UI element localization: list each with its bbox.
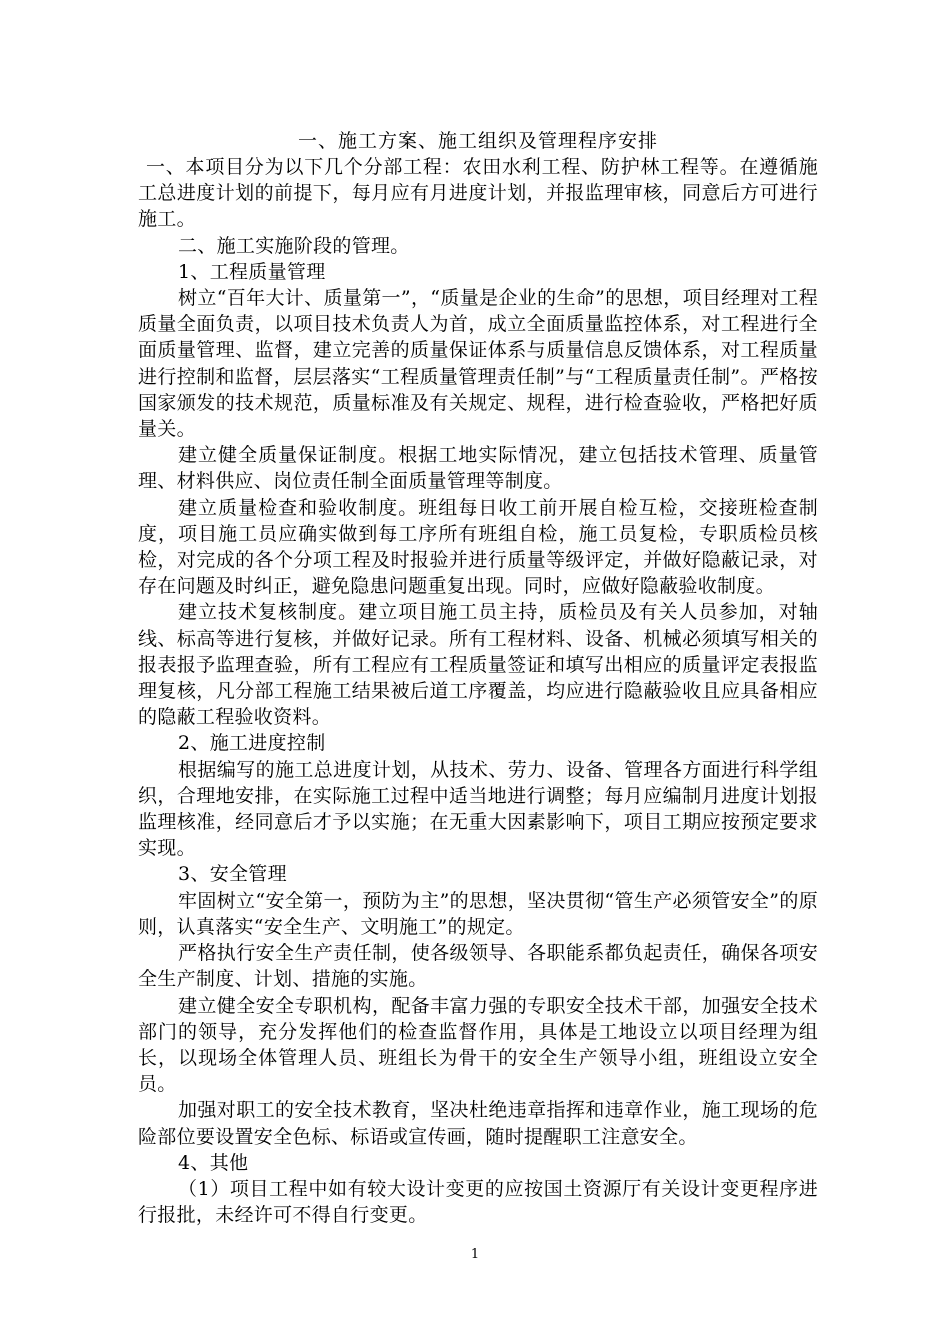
subsection-heading: 1、工程质量管理	[178, 260, 326, 283]
paragraph: 一、本项目分为以下几个分部工程：农田水利工程、防护林工程等。在遵循施工总进度计划的前提下，每月应有月进度计划，并报监理审核，同意后方可进行施工。	[138, 156, 818, 231]
paragraph: 加强对职工的安全技术教育，坚决杜绝违章指挥和违章作业，施工现场的危险部位要设置安全色标、标语或宣传画，随时提醒职工注意安全。	[138, 1099, 818, 1148]
paragraph: 建立质量检查和验收制度。班组每日收工前开展自检互检，交接班检查制度，项目施工员应确实做到每工序所有班组自检，施工员复检，专职质检员核检，对完成的各个分项工程及时报验并进行质量等级评定，并做好隐蔽记录，对存在问题及时纠正，避免隐患问题重复出现。同时，应做好隐蔽验收制度。	[138, 496, 818, 598]
page-number: 1	[470, 1247, 480, 1262]
paragraph: （1）项目工程中如有较大设计变更的应按国土资源厅有关设计变更程序进行报批，未经许可不得自行变更。	[138, 1177, 818, 1227]
paragraph: 树立“百年大计、质量第一”，“质量是企业的生命”的思想，项目经理对工程质量全面负责，以项目技术负责人为首，成立全面质量监控体系，对工程进行全面质量管理、监督，建立完善的质量保证体系与质量信息反馈体系，对工程质量进行控制和监督，层层落实“工程质量管理责任制”与“工程质量责任制”。严格按国家颁发的技术规范，质量标准及有关规定、规程，进行检查验收，严格把好质量关。	[138, 287, 818, 441]
paragraph: 建立技术复核制度。建立项目施工员主持，质检员及有关人员参加，对轴线、标高等进行复核，并做好记录。所有工程材料、设备、机械必须填写相关的报表报予监理查验，所有工程应有工程质量签证和填写出相应的质量评定表报监理复核，凡分部工程施工结果被后道工序覆盖，均应进行隐蔽验收且应具备相应的隐蔽工程验收资料。	[138, 601, 818, 729]
paragraph: 建立健全质量保证制度。根据工地实际情况，建立包括技术管理、质量管理、材料供应、岗位责任制全面质量管理等制度。	[138, 444, 818, 493]
paragraph: 根据编写的施工总进度计划，从技术、劳力、设备、管理各方面进行科学组织，合理地安排，在实际施工过程中适当地进行调整；每月应编制月进度计划报监理核准，经同意后才予以实施；在无重大因素影响下，项目工期应按预定要求实现。	[138, 758, 818, 860]
section-heading: 二、施工实施阶段的管理。	[178, 234, 410, 257]
paragraph: 严格执行安全生产责任制，使各级领导、各职能系都负起责任，确保各项安全生产制度、计划、措施的实施。	[138, 942, 818, 991]
subsection-heading: 3、安全管理	[178, 863, 287, 886]
subsection-heading: 2、施工进度控制	[178, 732, 326, 755]
paragraph: 建立健全安全专职机构，配备丰富力强的专职安全技术干部，加强安全技术部门的领导，充分发挥他们的检查监督作用，具体是工地设立以项目经理为组长，以现场全体管理人员、班组长为骨干的安全生产领导小组，班组设立安全员。	[138, 994, 818, 1096]
document-body	[138, 128, 818, 1228]
document-title: 一、施工方案、施工组织及管理程序安排	[297, 130, 658, 152]
subsection-heading: 4、其他	[178, 1151, 249, 1174]
paragraph: 牢固树立“安全第一，预防为主”的思想，坚决贯彻“管生产必须管安全”的原则，认真落实“安全生产、文明施工”的规定。	[138, 889, 818, 938]
